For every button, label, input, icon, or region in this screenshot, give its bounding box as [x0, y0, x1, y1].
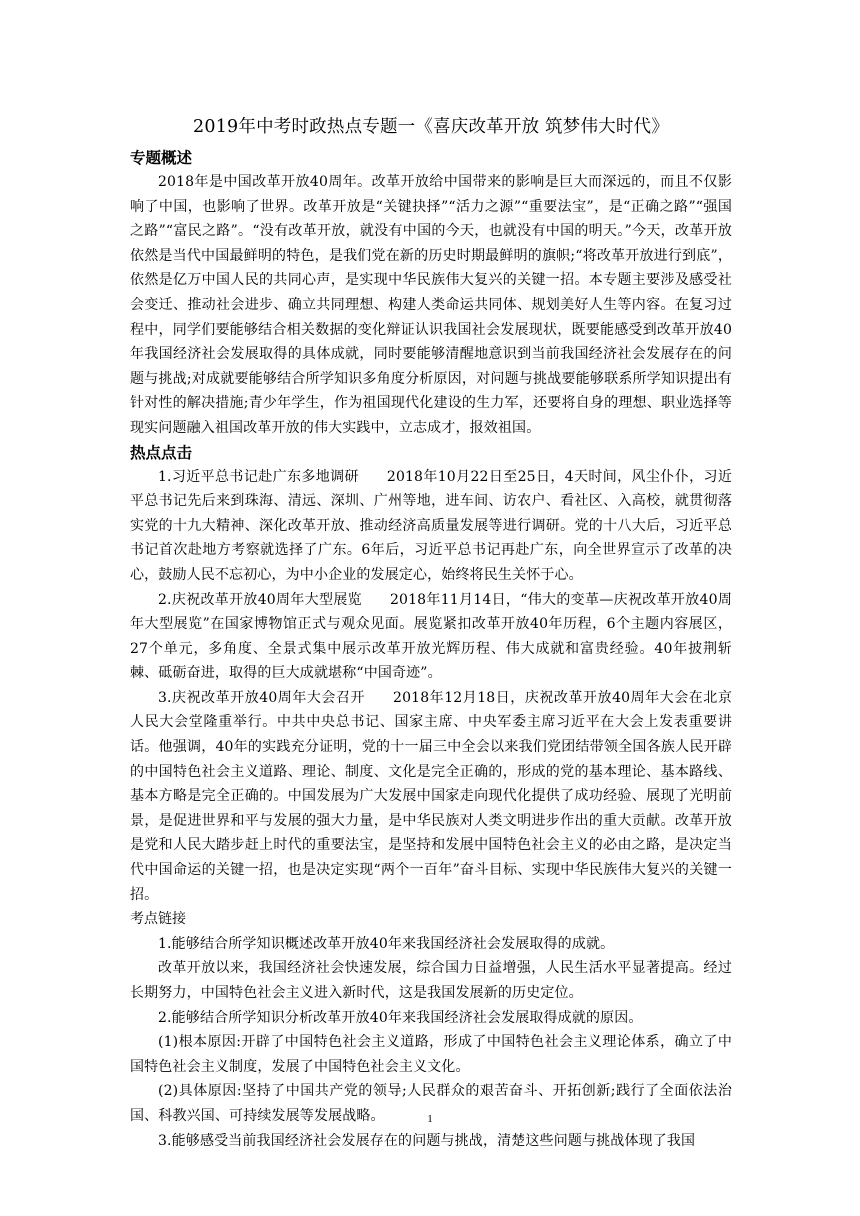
- overview-heading: 专题概述: [130, 149, 193, 167]
- document-body: [130, 112, 732, 1153]
- exam-point: (1)根本原因:开辟了中国特色社会主义道路，形成了中国特色社会主义理论体系，确立了中国特色社会主义制度，发展了中国特色社会主义文化。: [130, 1034, 732, 1075]
- exam-point: 3.能够感受当前我国经济社会发展存在的问题与挑战，清楚这些问题与挑战体现了我国: [158, 1132, 696, 1149]
- page-number: 1: [427, 1113, 433, 1125]
- hotspot-title: 3.庆祝改革开放40周年大会召开: [158, 689, 366, 706]
- hotspot-item: [130, 686, 732, 907]
- hotspot-title: 1.习近平总书记赴广东多地调研: [158, 468, 359, 485]
- hotspot-item: [130, 465, 732, 588]
- hotspot-text: 2018年11月14日，“伟大的变革—庆祝改革开放40周年大型展览”在国家博物馆正式与观众见面。展览紧扣改革开放40年历程，6个主题内容展区，27个单元，多角度、全景式集中展示改革开放光辉历程、伟大成就和富贵经验。40年披荆斩棘、砥砺奋进，取得的巨大成就堪称“中国奇迹”。: [130, 591, 732, 682]
- exam-point: 2.能够结合所学知识分析改革开放40年来我国经济社会发展取得成就的原因。: [158, 1009, 643, 1026]
- hotspot-item: [130, 588, 732, 686]
- hotspot-title: 2.庆祝改革开放40周年大型展览: [158, 591, 362, 608]
- exam-point: 1.能够结合所学知识概述改革开放40年来我国经济社会发展取得的成就。: [158, 935, 615, 952]
- exam-point: 改革开放以来，我国经济社会快速发展，综合国力日益增强，人民生活水平显著提高。经过长期努力，中国特色社会主义进入新时代，这是我国发展新的历史定位。: [130, 960, 732, 1001]
- document-title: 2019年中考时政热点专题一《喜庆改革开放 筑梦伟大时代》: [193, 117, 669, 137]
- exam-heading: 考点链接: [130, 911, 186, 928]
- hotspot-text: 2018年12月18日，庆祝改革开放40周年大会在北京人民大会堂隆重举行。中共中央总书记、国家主席、中央军委主席习近平在大会上发表重要讲话。他强调，40年的实践充分证明，党的十一届三中全会以来我们党团结带领全国各族人民开辟的中国特色社会主义道路、理论、制度、文化是完全正确的，形成的党的基本理论、基本路线、基本方略是完全正确的。中国发展为广大发展中国家走向现代化提供了成功经验、展现了光明前景，是促进世界和平与发展的强大力量，是中华民族对人类文明进步作出的重大贡献。改革开放是党和人民大踏步赶上时代的重要法宝，是坚持和发展中国特色社会主义的必由之路，是决定当代中国命运的关键一招，也是决定实现“两个一百年”奋斗目标、实现中华民族伟大复兴的关键一招。: [130, 689, 732, 903]
- exam-point: (2)具体原因:坚持了中国共产党的领导;人民群众的艰苦奋斗、开拓创新;践行了全面依法治国、科教兴国、可持续发展等发展战略。: [130, 1083, 732, 1124]
- hotspot-text: 2018年10月22日至25日，4天时间，风尘仆仆，习近平总书记先后来到珠海、清远、深圳、广州等地，进车间、访农户、看社区、入高校，就贯彻落实党的十九大精神、深化改革开放、推动经济高质量发展等进行调研。党的十八大后，习近平总书记首次赴地方考察就选择了广东。6年后，习近平总书记再赴广东，向全世界宣示了改革的决心，鼓励人民不忘初心，为中小企业的发展定心，始终将民生关怀于心。: [130, 468, 732, 583]
- overview-paragraph: 2018年是中国改革开放40周年。改革开放给中国带来的影响是巨大而深远的，而且不仅影响了中国，也影响了世界。改革开放是“关键抉择”“活力之源”“重要法宝”，是“正确之路”“强国之路”“富民之路”。“没有改革开放，就没有中国的今天，也就没有中国的明天。”今天，改革开放依然是当代中国最鲜明的特色，是我们党在新的历史时期最鲜明的旗帜;“将改革开放进行到底”，依然是亿万中国人民的共同心声，是实现中华民族伟大复兴的关键一招。本专题主要涉及感受社会变迁、推动社会进步、确立共同理想、构建人类命运共同体、规划美好人生等内容。在复习过程中，同学们要能够结合相关数据的变化辩证认识我国社会发展现状，既要能感受到改革开放40年我国经济社会发展取得的具体成就，同时要能够清醒地意识到当前我国经济社会发展存在的问题与挑战;对成就要能够结合所学知识多角度分析原因，对问题与挑战要能够联系所学知识提出有针对性的解决措施;青少年学生，作为祖国现代化建设的生力军，还要将自身的理想、职业选择等现实问题融入祖国改革开放的伟大实践中，立志成才，报效祖国。: [130, 174, 732, 436]
- hotspots-heading: 热点点击: [130, 443, 193, 462]
